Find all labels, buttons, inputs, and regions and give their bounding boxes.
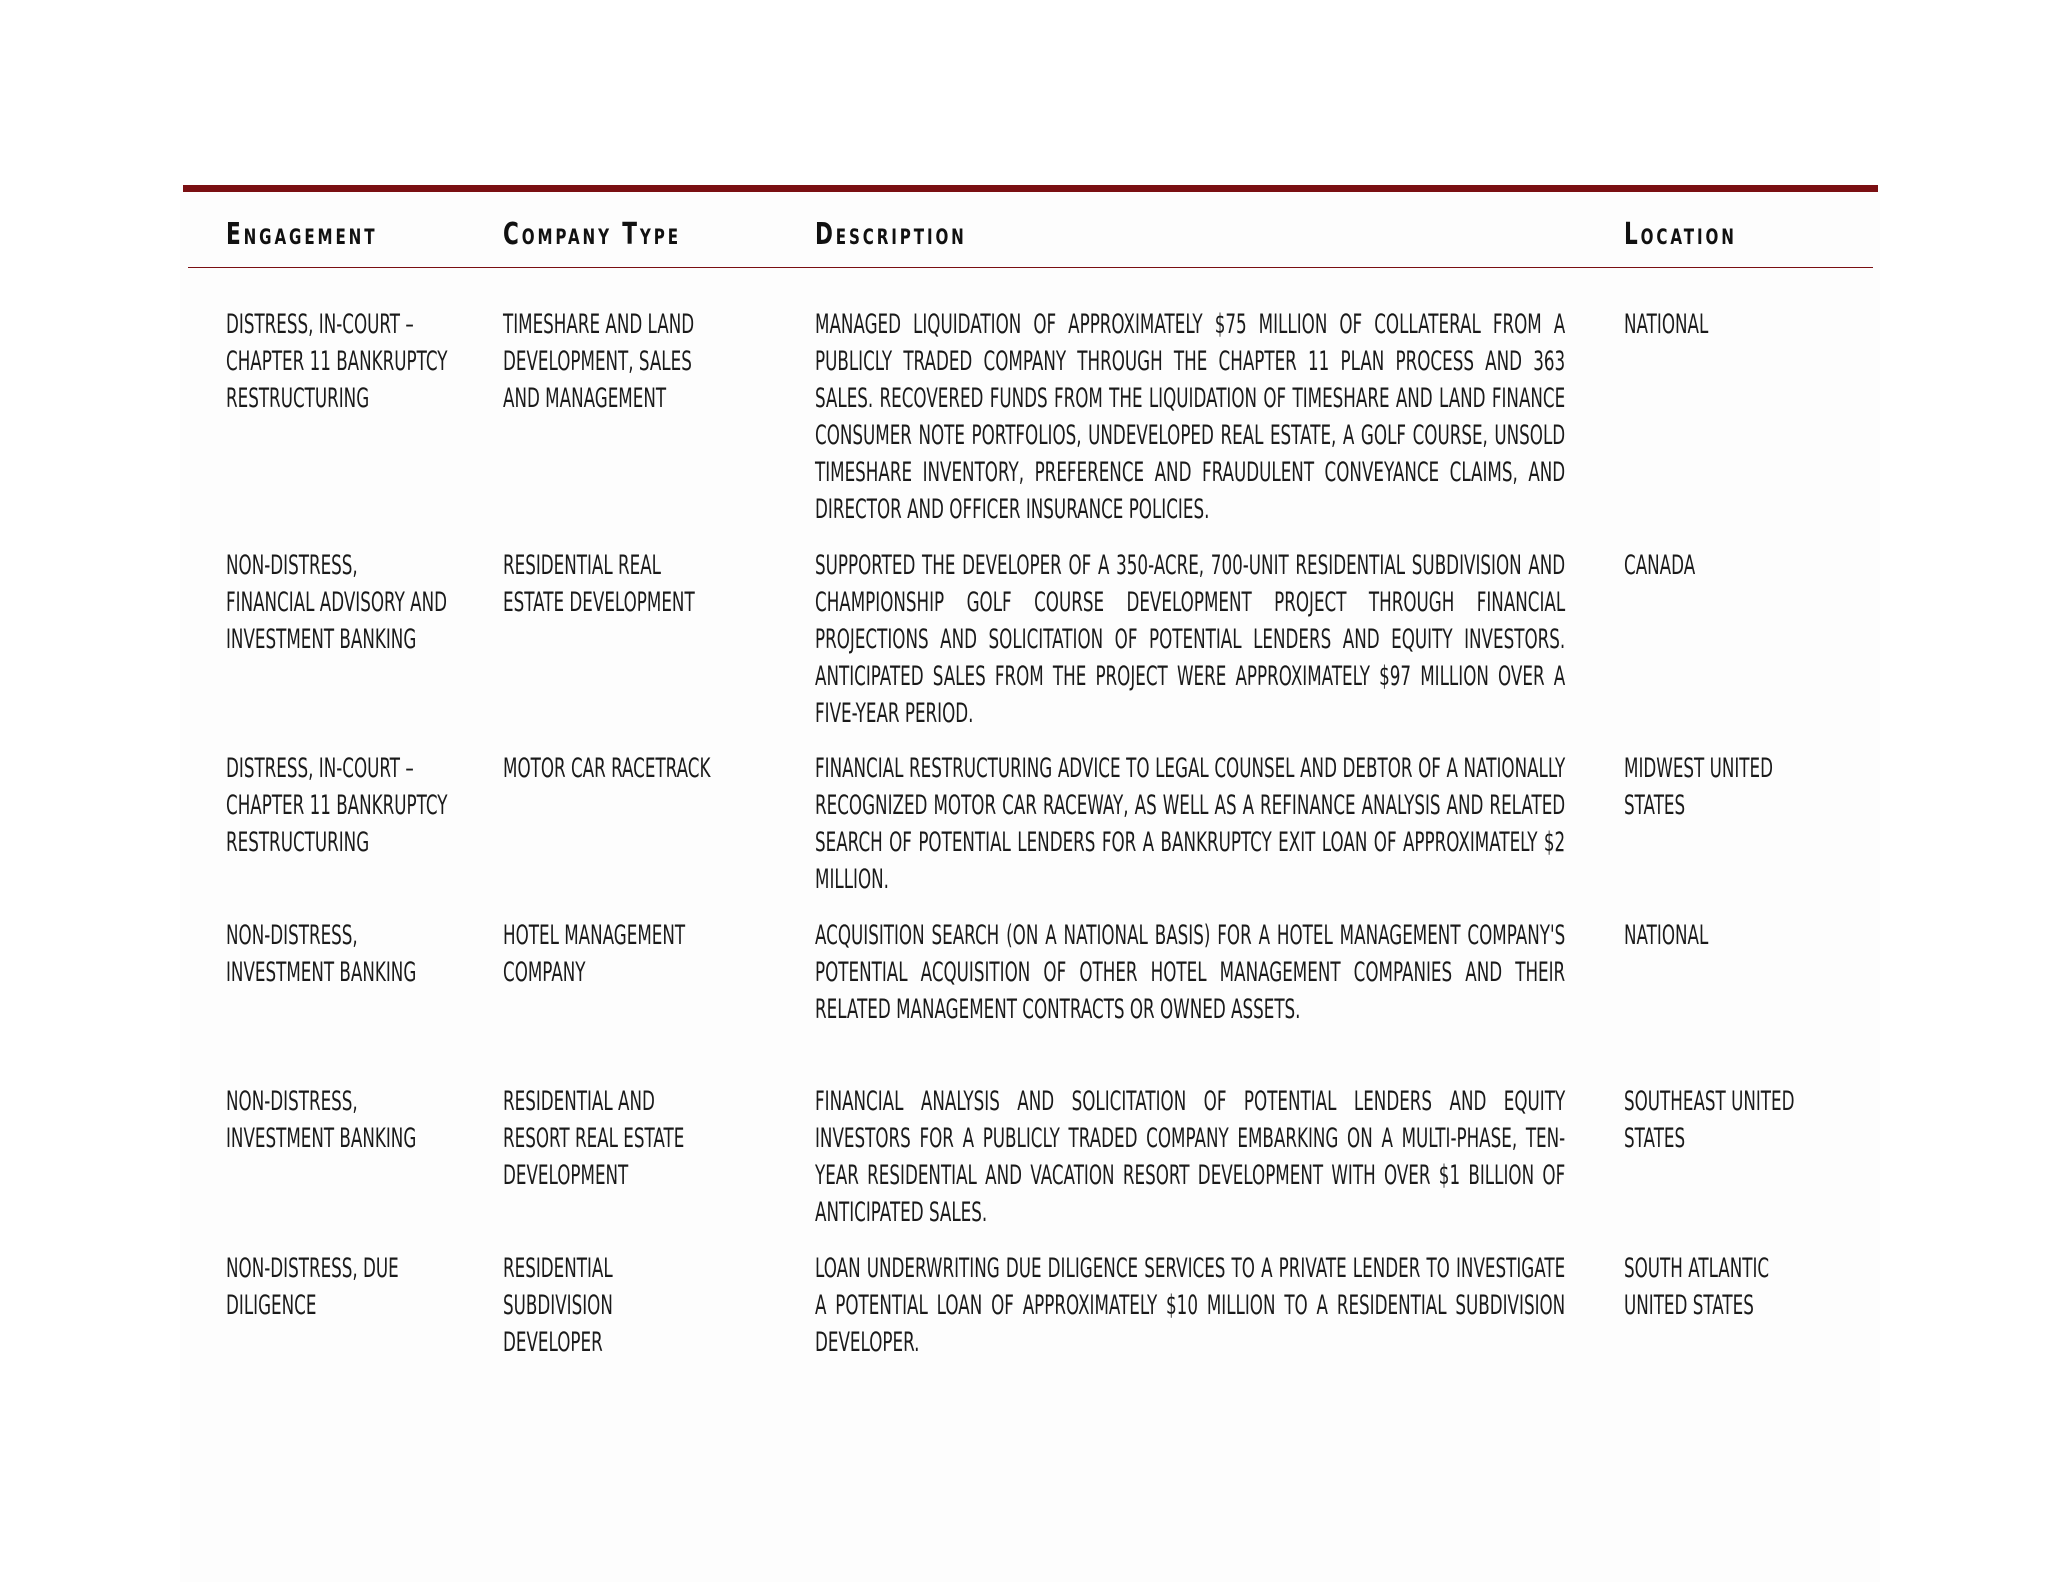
top-divider bbox=[183, 185, 1878, 192]
header-company-type: Company Type bbox=[503, 217, 681, 252]
company-type-cell: TIMESHARE AND LAND DEVELOPMENT, SALES AND MANAGEMENT bbox=[503, 309, 695, 414]
header-engagement: Engagement bbox=[226, 217, 378, 252]
location-cell: SOUTHEAST UNITED STATES bbox=[1624, 1086, 1795, 1154]
engagement-cell: NON-DISTRESS, FINANCIAL ADVISORY AND INVESTMENT BANKING bbox=[226, 550, 448, 655]
location-cell: NATIONAL bbox=[1624, 309, 1709, 340]
description-cell: LOAN UNDERWRITING DUE DILIGENCE SERVICES TO A PRIVATE LENDER TO INVESTIGATE A POTENTIAL LOAN OF APPROXIMATELY $10 MILLION TO A RESIDENTIAL SUBDIVISION DEVELOPER. bbox=[815, 1253, 1566, 1358]
location-cell: NATIONAL bbox=[1624, 920, 1709, 951]
engagement-cell: DISTRESS, IN-COURT – CHAPTER 11 BANKRUPTCY RESTRUCTURING bbox=[226, 309, 448, 414]
description-cell: MANAGED LIQUIDATION OF APPROXIMATELY $75 MILLION OF COLLATERAL FROM A PUBLICLY TRADED COMPANY THROUGH THE CHAPTER 11 PLAN PROCESS AND 363 SALES. RECOVERED FUNDS FROM THE LIQUIDATION OF TIMESHARE AND LAND FINANCE CONSUMER NOTE PORTFOLIOS, UNDEVELOPED REAL ESTATE, A GOLF COURSE, UNSOLD TIMESHARE INVENTORY, PREFERENCE AND FRAUDULENT CONVEYANCE CLAIMS, AND DIRECTOR AND OFFICER INSURANCE POLICIES. bbox=[815, 309, 1566, 525]
description-cell: FINANCIAL ANALYSIS AND SOLICITATION OF POTENTIAL LENDERS AND EQUITY INVESTORS FOR A PUBLICLY TRADED COMPANY EMBARKING ON A MULTI-PHASE, TEN-YEAR RESIDENTIAL AND VACATION RESORT DEVELOPMENT WITH OVER $1 BILLION OF ANTICIPATED SALES. bbox=[815, 1086, 1566, 1228]
company-type-cell: RESIDENTIAL AND RESORT REAL ESTATE DEVELOPMENT bbox=[503, 1086, 685, 1191]
engagement-cell: DISTRESS, IN-COURT – CHAPTER 11 BANKRUPTCY RESTRUCTURING bbox=[226, 753, 448, 858]
header-divider bbox=[188, 267, 1873, 268]
location-cell: CANADA bbox=[1624, 550, 1696, 581]
company-type-cell: HOTEL MANAGEMENT COMPANY bbox=[503, 920, 686, 988]
company-type-cell: MOTOR CAR RACETRACK bbox=[503, 753, 711, 784]
engagement-cell: NON-DISTRESS, INVESTMENT BANKING bbox=[226, 920, 417, 988]
engagement-cell: NON-DISTRESS, INVESTMENT BANKING bbox=[226, 1086, 417, 1154]
description-cell: SUPPORTED THE DEVELOPER OF A 350-ACRE, 700-UNIT RESIDENTIAL SUBDIVISION AND CHAMPIONSHIP GOLF COURSE DEVELOPMENT PROJECT THROUGH FINANCIAL PROJECTIONS AND SOLICITATION OF POTENTIAL LENDERS AND EQUITY INVESTORS. ANTICIPATED SALES FROM THE PROJECT WERE APPROXIMATELY $97 MILLION OVER A FIVE-YEAR PERIOD. bbox=[815, 550, 1566, 729]
location-cell: MIDWEST UNITED STATES bbox=[1624, 753, 1773, 821]
header-description: Description bbox=[815, 217, 967, 252]
company-type-cell: RESIDENTIAL REAL ESTATE DEVELOPMENT bbox=[503, 550, 695, 618]
description-cell: ACQUISITION SEARCH (ON A NATIONAL BASIS) FOR A HOTEL MANAGEMENT COMPANY'S POTENTIAL ACQUISITION OF OTHER HOTEL MANAGEMENT COMPANIES AND THEIR RELATED MANAGEMENT CONTRACTS OR OWNED ASSETS. bbox=[815, 920, 1566, 1025]
header-location: Location bbox=[1624, 217, 1737, 252]
company-type-cell: RESIDENTIAL SUBDIVISION DEVELOPER bbox=[503, 1253, 613, 1358]
description-cell: FINANCIAL RESTRUCTURING ADVICE TO LEGAL COUNSEL AND DEBTOR OF A NATIONALLY RECOGNIZED MOTOR CAR RACEWAY, AS WELL AS A REFINANCE ANALYSIS AND RELATED SEARCH OF POTENTIAL LENDERS FOR A BANKRUPTCY EXIT LOAN OF APPROXIMATELY $2 MILLION. bbox=[815, 753, 1566, 895]
engagement-cell: NON-DISTRESS, DUE DILIGENCE bbox=[226, 1253, 399, 1321]
location-cell: SOUTH ATLANTIC UNITED STATES bbox=[1624, 1253, 1770, 1321]
